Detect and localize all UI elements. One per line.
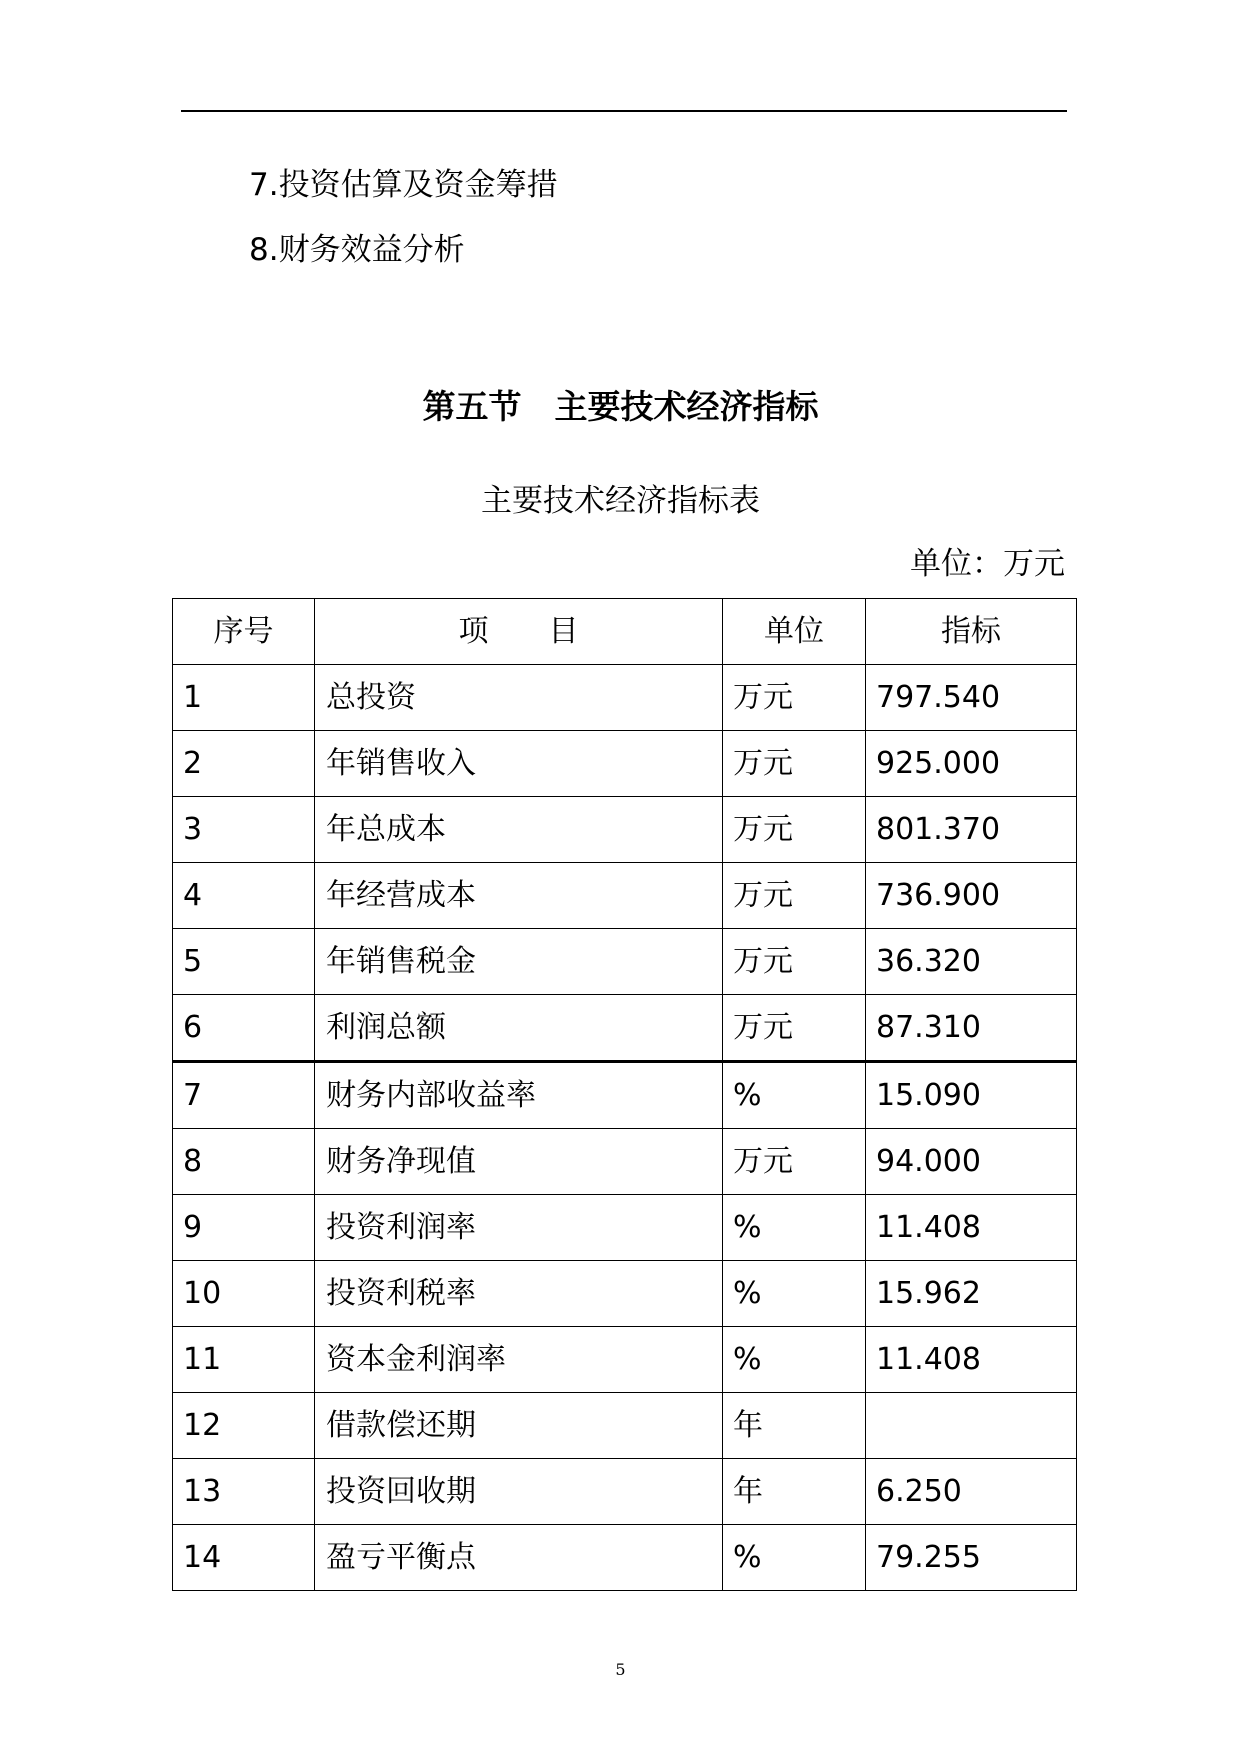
- cell-item: 投资回收期: [315, 1459, 723, 1525]
- unit-note: 单位：万元: [910, 546, 1065, 582]
- table-row: [173, 1459, 1077, 1525]
- cell-item: 年销售收入: [315, 731, 723, 797]
- cell-value: 6.250: [866, 1459, 1077, 1525]
- cell-seq: 12: [173, 1393, 315, 1459]
- cell-unit: 万元: [723, 665, 866, 731]
- header-item: 项 目: [315, 599, 723, 665]
- table-row: [173, 863, 1077, 929]
- cell-unit: 万元: [723, 929, 866, 995]
- cell-value: 87.310: [866, 995, 1077, 1062]
- table-header-row: [173, 599, 1077, 665]
- cell-value: 15.090: [866, 1062, 1077, 1129]
- cell-item: 投资利税率: [315, 1261, 723, 1327]
- cell-value: 11.408: [866, 1327, 1077, 1393]
- table-row: [173, 1195, 1077, 1261]
- cell-unit: 万元: [723, 731, 866, 797]
- header-value: 指标: [866, 599, 1077, 665]
- cell-seq: 6: [173, 995, 315, 1062]
- cell-value: 797.540: [866, 665, 1077, 731]
- cell-seq: 7: [173, 1062, 315, 1129]
- table-row: [173, 995, 1077, 1062]
- cell-seq: 8: [173, 1129, 315, 1195]
- table-row: [173, 929, 1077, 995]
- cell-unit: %: [723, 1062, 866, 1129]
- cell-item: 投资利润率: [315, 1195, 723, 1261]
- cell-value: 925.000: [866, 731, 1077, 797]
- header-seq: 序号: [173, 599, 315, 665]
- page-number: 5: [615, 1660, 626, 1679]
- cell-value: 801.370: [866, 797, 1077, 863]
- cell-seq: 4: [173, 863, 315, 929]
- table-row: [173, 1129, 1077, 1195]
- cell-seq: 2: [173, 731, 315, 797]
- cell-item: 年总成本: [315, 797, 723, 863]
- cell-item: 利润总额: [315, 995, 723, 1062]
- cell-item: 年销售税金: [315, 929, 723, 995]
- cell-unit: %: [723, 1525, 866, 1591]
- cell-seq: 13: [173, 1459, 315, 1525]
- cell-item: 盈亏平衡点: [315, 1525, 723, 1591]
- cell-value: 94.000: [866, 1129, 1077, 1195]
- cell-unit: 万元: [723, 1129, 866, 1195]
- table-row: [173, 1525, 1077, 1591]
- cell-unit: 万元: [723, 797, 866, 863]
- header-rule: [181, 110, 1067, 112]
- cell-item: 财务内部收益率: [315, 1062, 723, 1129]
- header-unit: 单位: [723, 599, 866, 665]
- cell-seq: 14: [173, 1525, 315, 1591]
- cell-unit: 万元: [723, 995, 866, 1062]
- cell-unit: %: [723, 1327, 866, 1393]
- cell-unit: 万元: [723, 863, 866, 929]
- table-row: [173, 731, 1077, 797]
- indicators-table: [172, 598, 1077, 1591]
- section-title: 第五节 主要技术经济指标: [422, 387, 819, 426]
- cell-seq: 10: [173, 1261, 315, 1327]
- cell-seq: 9: [173, 1195, 315, 1261]
- cell-item: 借款偿还期: [315, 1393, 723, 1459]
- cell-unit: 年: [723, 1393, 866, 1459]
- cell-item: 财务净现值: [315, 1129, 723, 1195]
- cell-seq: 5: [173, 929, 315, 995]
- cell-value: 736.900: [866, 863, 1077, 929]
- toc-item-financial-analysis: 8.财务效益分析: [249, 232, 465, 268]
- cell-value: 15.962: [866, 1261, 1077, 1327]
- cell-item: 年经营成本: [315, 863, 723, 929]
- cell-value: 79.255: [866, 1525, 1077, 1591]
- table-row: [173, 1327, 1077, 1393]
- table-row: [173, 1393, 1077, 1459]
- table-row: [173, 797, 1077, 863]
- cell-value: 36.320: [866, 929, 1077, 995]
- table-title: 主要技术经济指标表: [481, 483, 760, 519]
- cell-seq: 1: [173, 665, 315, 731]
- cell-value: [866, 1393, 1077, 1459]
- cell-unit: %: [723, 1261, 866, 1327]
- cell-item: 资本金利润率: [315, 1327, 723, 1393]
- cell-seq: 3: [173, 797, 315, 863]
- toc-item-investment-estimate: 7.投资估算及资金筹措: [249, 167, 558, 203]
- cell-seq: 11: [173, 1327, 315, 1393]
- table-row: [173, 1062, 1077, 1129]
- cell-value: 11.408: [866, 1195, 1077, 1261]
- cell-unit: 年: [723, 1459, 866, 1525]
- table-row: [173, 665, 1077, 731]
- cell-item: 总投资: [315, 665, 723, 731]
- cell-unit: %: [723, 1195, 866, 1261]
- table-row: [173, 1261, 1077, 1327]
